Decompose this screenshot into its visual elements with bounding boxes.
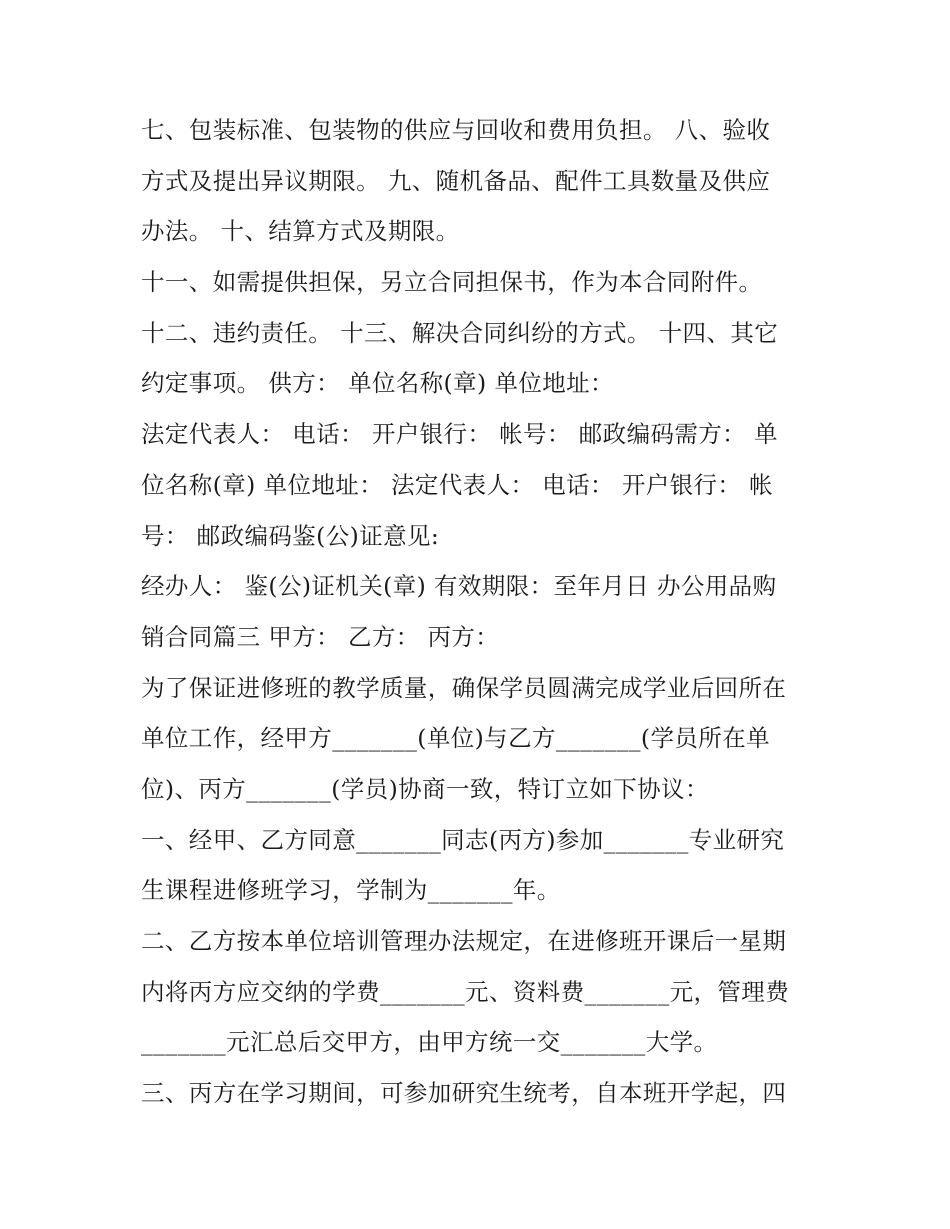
text-line: 七、包装标准、包装物的供应与回收和费用负担。 八、验收 xyxy=(141,116,771,144)
text-line: 销合同篇三 甲方： 乙方： 丙方： xyxy=(141,622,500,651)
text-line: 法定代表人： 电话： 开户银行： 帐号： 邮政编码需方： 单 xyxy=(141,420,778,449)
text-line: 号： 邮政编码鉴(公)证意见: xyxy=(141,521,440,550)
text-line: 内将丙方应交纳的学费_______元、资料费_______元，管理费 xyxy=(141,977,790,1006)
text-line: 十一、如需提供担保，另立合同担保书，作为本合同附件。 xyxy=(141,268,763,297)
text-line: _______元汇总后交甲方，由甲方统一交_______大学。 xyxy=(141,1028,718,1057)
text-line: 为了保证进修班的教学质量，确保学员圆满完成学业后回所在 xyxy=(141,673,787,702)
text-line: 经办人： 鉴(公)证机关(章) 有效期限：至年月日 办公用品购 xyxy=(141,572,777,601)
text-line: 单位工作，经甲方_______(单位)与乙方_______(学员所在单 xyxy=(141,724,771,753)
text-line: 生课程进修班学习，学制为_______年。 xyxy=(141,876,561,905)
text-line: 十二、违约责任。 十三、解决合同纠纷的方式。 十四、其它 xyxy=(141,318,779,347)
text-line: 一、经甲、乙方同意_______同志(丙方)参加_______专业研究 xyxy=(141,825,785,854)
text-line: 位)、丙方_______(学员)协商一致，特订立如下协议： xyxy=(141,774,709,803)
text-line: 办法。 十、结算方式及期限。 xyxy=(141,217,460,246)
text-line: 二、乙方按本单位培训管理办法规定，在进修班开课后一星期 xyxy=(141,927,787,955)
text-line: 三、丙方在学习期间，可参加研究生统考，自本班开学起，四 xyxy=(141,1079,787,1108)
contract-text-body xyxy=(141,105,813,1119)
text-line: 约定事项。 供方： 单位名称(章) 单位地址： xyxy=(141,369,614,398)
text-line: 位名称(章) 单位地址： 法定代表人： 电话： 开户银行： 帐 xyxy=(141,470,774,499)
text-line: 方式及提出异议期限。 九、随机备品、配件工具数量及供应 xyxy=(141,166,771,195)
